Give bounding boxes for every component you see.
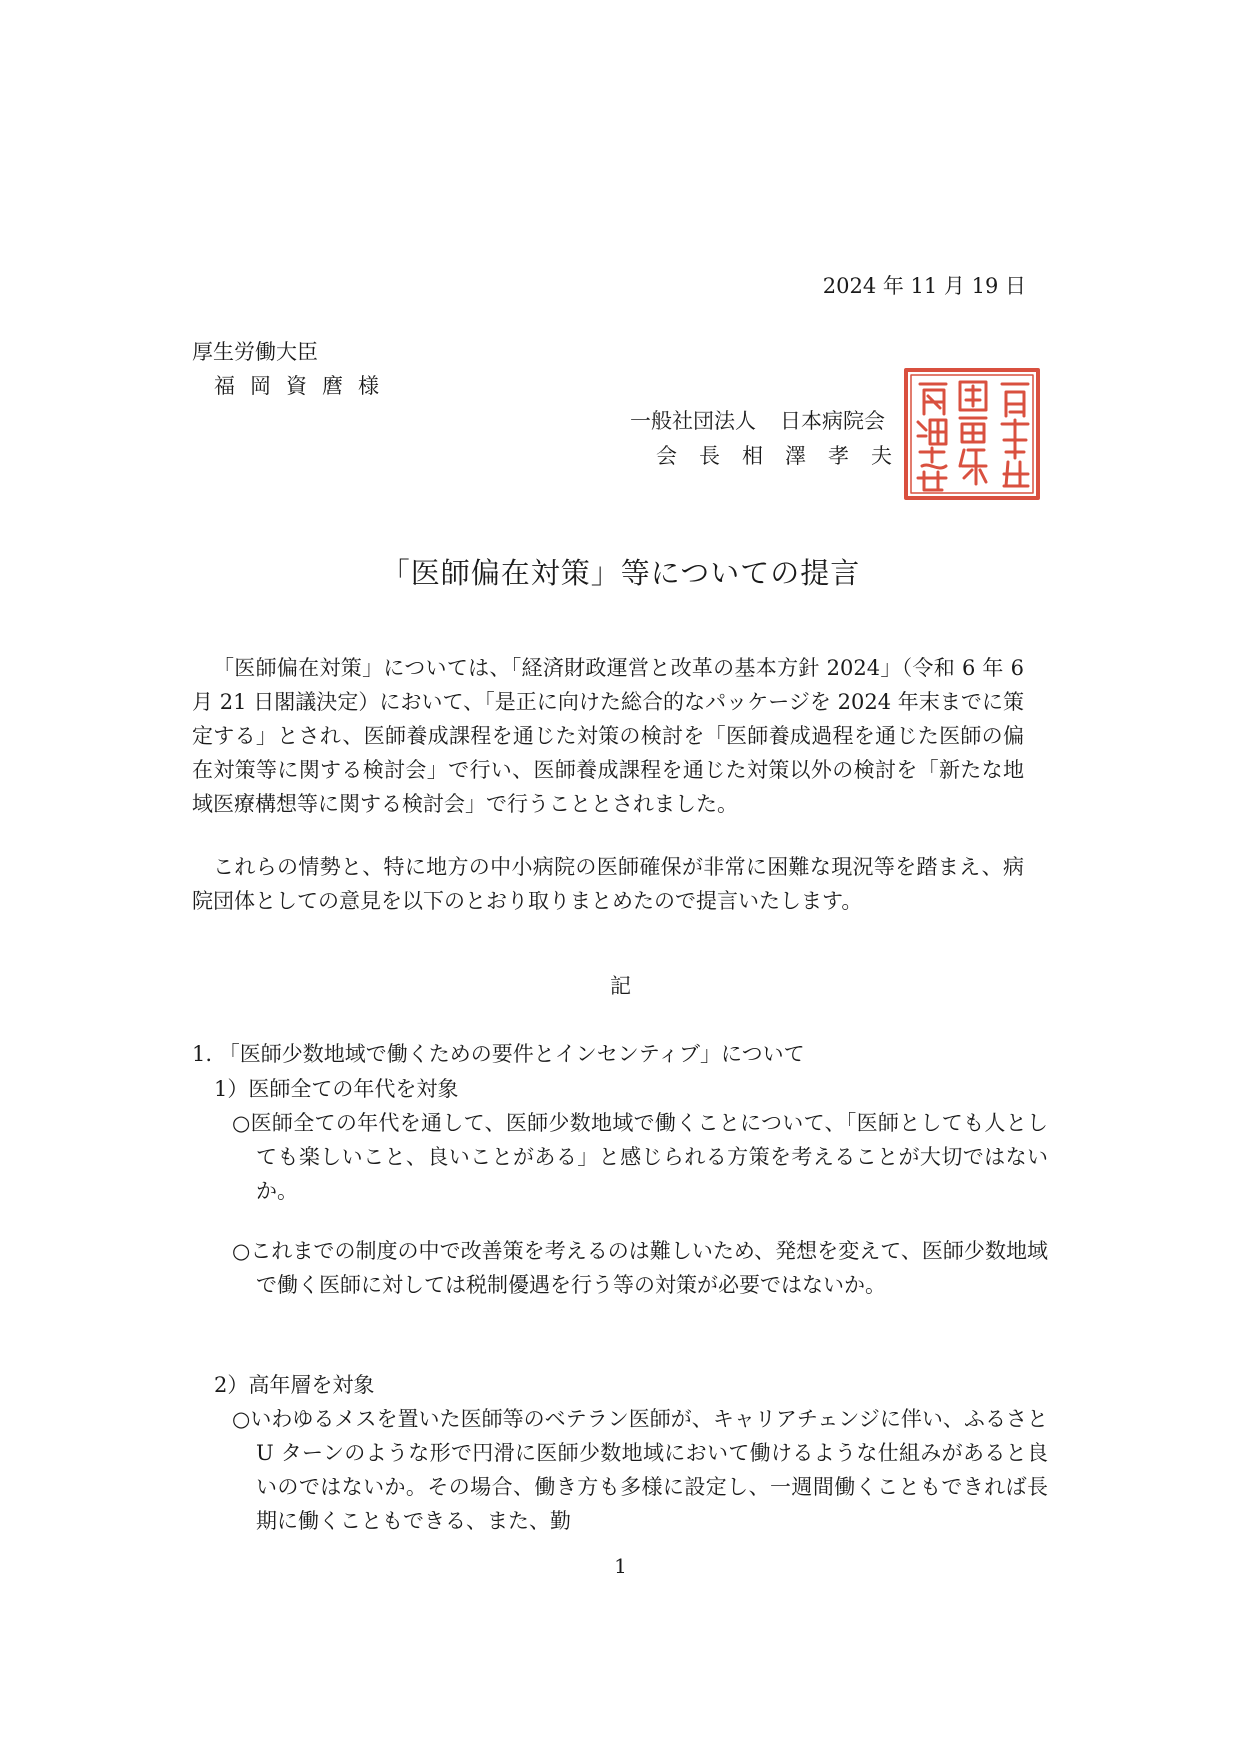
subsection-2-title: 2）高年層を対象 bbox=[214, 1373, 375, 1397]
official-seal bbox=[902, 366, 1042, 502]
sender-name: 会長相澤孝夫 bbox=[656, 444, 914, 468]
recipient-name: 福岡資麿様 bbox=[214, 374, 394, 398]
recipient-organization: 厚生労働大臣 bbox=[192, 340, 318, 364]
body-paragraph: これらの情勢と、特に地方の中小病院の医師確保が非常に困難な現況等を踏まえ、病院団体としての意見を以下のとおり取りまとめたので提言いたします。 bbox=[192, 855, 1024, 913]
section-1-title: 1. 「医師少数地域で働くための要件とインセンティブ」について bbox=[192, 1042, 805, 1066]
body-paragraph: 「医師偏在対策」については、「経済財政運営と改革の基本方針 2024」（令和 6 年 6 月 21 日閣議決定）において、「是正に向けた総合的なパッケージを 2024 年末までに策定する」とされ、医師養成課程を通じた対策の検討を「医師養成過程を通じた医師の偏在対策等に関する検討会」で行い、医師養成課程を通じた対策以外の検討を「新たな地域医療構想等に関する検討会」で行うこととされました。 bbox=[192, 656, 1024, 816]
document-date: 2024 年 11 月 19 日 bbox=[822, 274, 1026, 298]
bullet-item: ○これまでの制度の中で改善策を考えるのは難しいため、発想を変えて、医師少数地域で働く医師に対しては税制優遇を行う等の対策が必要ではないか。 bbox=[232, 1239, 1048, 1297]
bullet-item: ○医師全ての年代を通して、医師少数地域で働くことについて、「医師としても人としても楽しいこと、良いことがある」と感じられる方策を考えることが大切ではないか。 bbox=[232, 1111, 1048, 1203]
document-title: 「医師偏在対策」等についての提言 bbox=[380, 556, 861, 590]
sender-organization-name: 日本病院会 bbox=[780, 409, 885, 433]
bullet-item: ○いわゆるメスを置いた医師等のベテラン医師が、キャリアチェンジに伴い、ふるさと U ターンのような形で円滑に医師少数地域において働けるような仕組みがあると良いのではないか。その場合、働き方も多様に設定し、一週間働くこともできれば長期に働くこともできる、また、勤 bbox=[232, 1407, 1048, 1533]
page-number: 1 bbox=[614, 1554, 627, 1578]
sender-organization-type: 一般社団法人 bbox=[630, 409, 756, 433]
ki-heading: 記 bbox=[610, 974, 631, 998]
sender-organization bbox=[630, 405, 885, 435]
subsection-1-title: 1）医師全ての年代を対象 bbox=[214, 1077, 459, 1101]
